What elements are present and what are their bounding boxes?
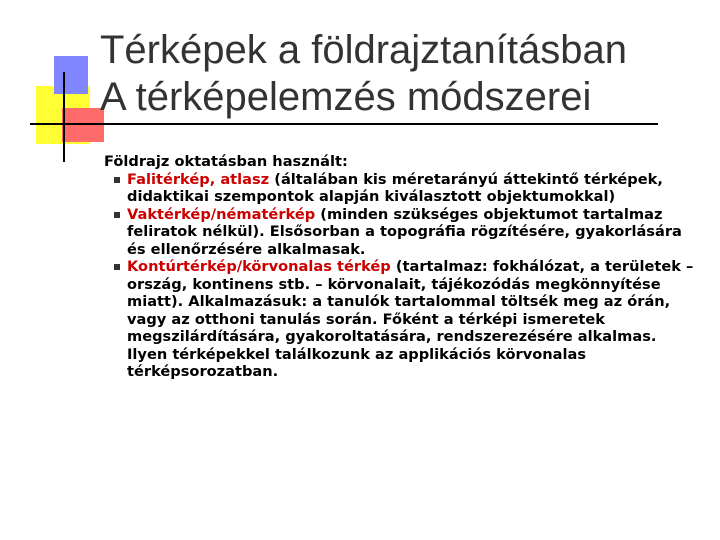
list-item-term: Kontúrtérkép/körvonalas térkép <box>127 258 391 275</box>
list-item-text: (tartalmaz: fokhálózat, a területek – ország, kontinens stb. – körvonalait, tájékozódás megkönnyítése miatt). Alkalmazásuk: a tanulók tartalommal töltsék meg az órán, vagy az otthoni tanulás során. Főként a térképi ismeretek megszilárdítására, gyakoroltatására, rendszerezésére alkalmas. Ilyen térképekkel találkozunk az applikációs körvonalas térképsorozatban. <box>127 258 694 380</box>
list-item-text: (általában kis méretarányú áttekintő térképek, didaktikai szempontok alapján kiválasztott objektumokkal) <box>127 170 663 205</box>
decorative-vertical-line <box>63 72 65 162</box>
list-item <box>104 206 699 259</box>
slide-title <box>100 27 627 121</box>
bullet-list <box>104 171 699 381</box>
slide-title-line-2: A térképelemzés módszerei <box>100 75 592 119</box>
title-divider-line <box>30 123 658 125</box>
list-item-text: (minden szükséges objektumot tartalmaz feliratok nélkül). Elsősorban a topográfia rögzítésére, gyakorlására és ellenőrzésére alkalmasak. <box>127 205 682 258</box>
list-item-term: Vaktérkép/nématérkép <box>127 205 316 223</box>
square-bullet-icon <box>114 264 120 270</box>
square-bullet-icon <box>114 177 120 183</box>
decorative-red-square <box>62 108 104 142</box>
slide-title-line-1: Térképek a földrajztanításban <box>100 28 627 72</box>
list-item-term: Falitérkép, atlasz <box>127 170 270 188</box>
decorative-blue-square <box>54 56 88 94</box>
square-bullet-icon <box>114 212 120 218</box>
slide-body <box>104 153 699 381</box>
list-item <box>104 171 699 206</box>
intro-text: Földrajz oktatásban használt: <box>104 153 348 170</box>
list-item <box>104 258 699 381</box>
